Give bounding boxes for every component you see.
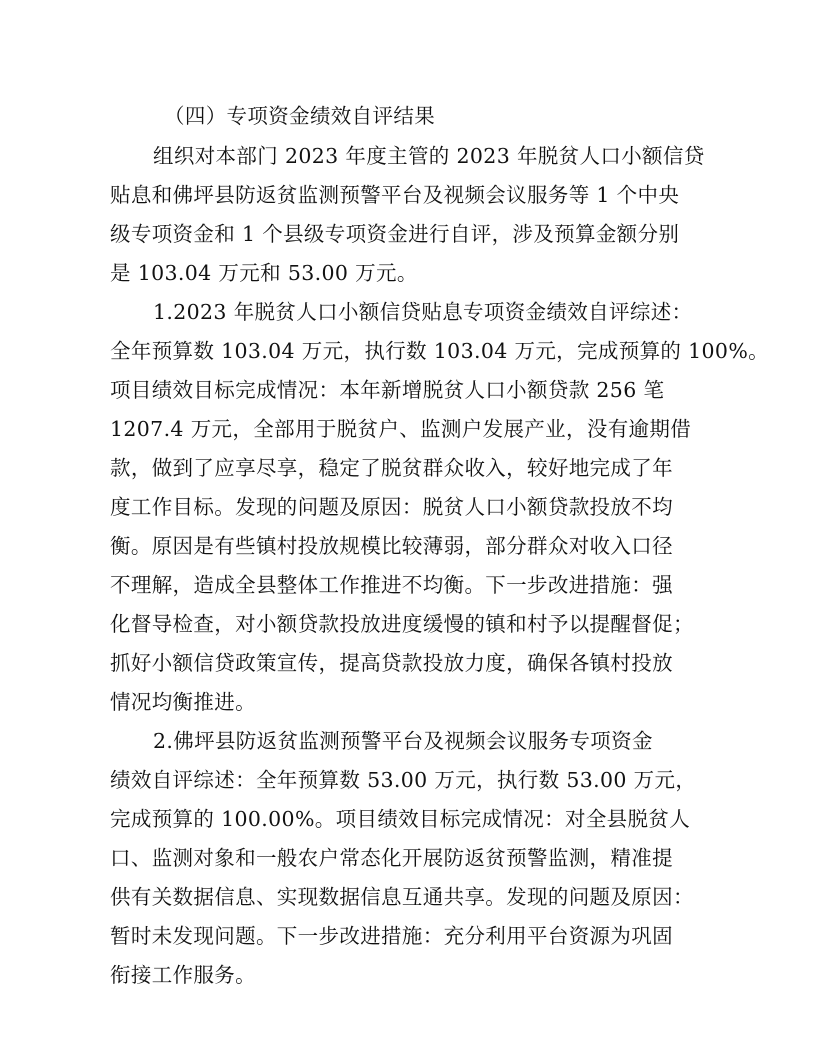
paragraph-line: 供有关数据信息、实现数据信息互通共享。发现的问题及原因：	[110, 885, 694, 909]
paragraph-line: 贴息和佛坪县防返贫监测预警平台及视频会议服务等 1 个中央	[110, 183, 680, 207]
paragraph-line: 暂时未发现问题。下一步改进措施：充分利用平台资源为巩固	[110, 924, 673, 948]
paragraph-line: 级专项资金和 1 个县级专项资金进行自评，涉及预算金额分别	[110, 222, 680, 246]
document-body	[110, 101, 769, 987]
paragraph-line: 衔接工作服务。	[110, 963, 256, 987]
paragraph-line: 情况均衡推进。	[110, 690, 256, 714]
paragraph-line: 组织对本部门 2023 年度主管的 2023 年脱贫人口小额信贷	[153, 144, 705, 168]
paragraph-line: 款，做到了应享尽享，稳定了脱贫群众收入，较好地完成了年	[110, 456, 673, 480]
paragraph-line: 2.佛坪县防返贫监测预警平台及视频会议服务专项资金	[153, 729, 653, 753]
paragraph-line: 项目绩效目标完成情况：本年新增脱贫人口小额贷款 256 笔	[110, 378, 665, 402]
paragraph-line: 1207.4 万元，全部用于脱贫户、监测户发展产业，没有逾期借	[110, 417, 692, 441]
paragraph-line: 口、监测对象和一般农户常态化开展防返贫预警监测，精准提	[110, 846, 673, 870]
paragraph-line: 化督导检查，对小额贷款投放进度缓慢的镇和村予以提醒督促；	[110, 612, 694, 636]
paragraph-line: 不理解，造成全县整体工作推进不均衡。下一步改进措施：强	[110, 573, 673, 597]
section-heading: （四）专项资金绩效自评结果	[164, 104, 436, 128]
paragraph-line: 完成预算的 100.00%。项目绩效目标完成情况：对全县脱贫人	[110, 807, 691, 831]
paragraph-line: 全年预算数 103.04 万元，执行数 103.04 万元，完成预算的 100%。	[110, 339, 769, 363]
paragraph-line: 绩效自评综述：全年预算数 53.00 万元，执行数 53.00 万元，	[110, 768, 697, 792]
paragraph-line: 1.2023 年脱贫人口小额信贷贴息专项资金绩效自评综述：	[153, 300, 693, 324]
paragraph-line: 抓好小额信贷政策宣传，提高贷款投放力度，确保各镇村投放	[110, 651, 673, 675]
paragraph-line: 衡。原因是有些镇村投放规模比较薄弱，部分群众对收入口径	[110, 534, 673, 558]
paragraph-line: 度工作目标。发现的问题及原因：脱贫人口小额贷款投放不均	[110, 495, 673, 519]
paragraph-line: 是 103.04 万元和 53.00 万元。	[110, 261, 418, 285]
